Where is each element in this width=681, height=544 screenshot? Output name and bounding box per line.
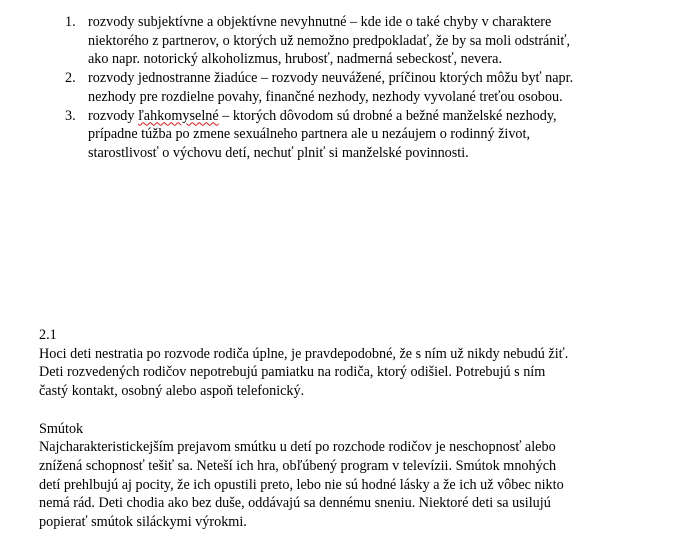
text-line: prípadne túžba po zmene sexuálneho partnera ale u nezáujem o rodinný život, xyxy=(88,126,531,143)
list-item xyxy=(60,107,660,163)
text-line: Najcharakteristickejším prejavom smútku u detí po rozchode rodičov je neschopnosť alebo xyxy=(39,439,556,456)
text-line: Hoci deti nestratia po rozvode rodiča úplne, je pravdepodobné, že s ním už nikdy nebudú žiť. xyxy=(39,345,569,362)
text-line xyxy=(88,107,660,126)
section-2-1 xyxy=(39,326,669,532)
text-line: Deti rozvedených rodičov nepotrebujú pamiatku na rodiča, ktorý odišiel. Potrebujú s ním xyxy=(39,364,546,381)
misspelled-word[interactable]: ľahkomyselné xyxy=(138,107,219,124)
paragraph xyxy=(39,438,669,532)
text-line: niektorého z partnerov, o ktorých už nemožno predpokladať, že by sa moli odstrániť, xyxy=(88,32,571,49)
text-fragment: – ktorých dôvodom sú drobné a bežné manželské nezhody, xyxy=(218,107,557,124)
text-line: nemá rád. Deti chodia ako bez duše, oddávajú sa dennému sneniu. Niektoré deti sa usilujú xyxy=(39,495,551,512)
text-line: starostlivosť o výchovu detí, nechuť plniť si manželské povinnosti. xyxy=(88,144,469,161)
subheading-smutok: Smútok xyxy=(39,420,84,437)
list-number: 2. xyxy=(65,70,76,87)
list-number: 3. xyxy=(65,107,76,124)
paragraph xyxy=(39,345,669,401)
paragraph-spacer xyxy=(39,401,669,420)
text-fragment: rozvody xyxy=(88,107,139,124)
text-line: popierať smútok siláckymi výrokmi. xyxy=(39,514,247,531)
text-line: rozvody jednostranne žiadúce – rozvody neuvážené, príčinou ktorých môžu byť napr. xyxy=(88,70,574,87)
numbered-list xyxy=(60,13,660,163)
text-line: detí prehlbujú aj pocity, že ich opustili preto, lebo nie sú hodné lásky a že ich už vôbec nikto xyxy=(39,476,564,493)
text-line: ako napr. notorický alkoholizmus, hrubosť, nadmerná sebeckosť, nevera. xyxy=(88,51,502,68)
text-line: častý kontakt, osobný alebo aspoň telefonický. xyxy=(39,383,305,400)
text-line: znížená schopnosť tešiť sa. Neteší ich hra, obľúbený program v televízii. Smútok mnohých xyxy=(39,457,557,474)
list-number: 1. xyxy=(65,14,76,30)
text-line: nezhody pre rozdielne povahy, finančné nezhody, nezhody vyvolané treťou osobou. xyxy=(88,88,563,105)
list-item xyxy=(60,13,660,69)
list-item xyxy=(60,69,660,106)
text-line: rozvody subjektívne a objektívne nevyhnutné – kde ide o také chyby v charaktere xyxy=(88,14,552,30)
section-heading: 2.1 xyxy=(39,327,57,343)
